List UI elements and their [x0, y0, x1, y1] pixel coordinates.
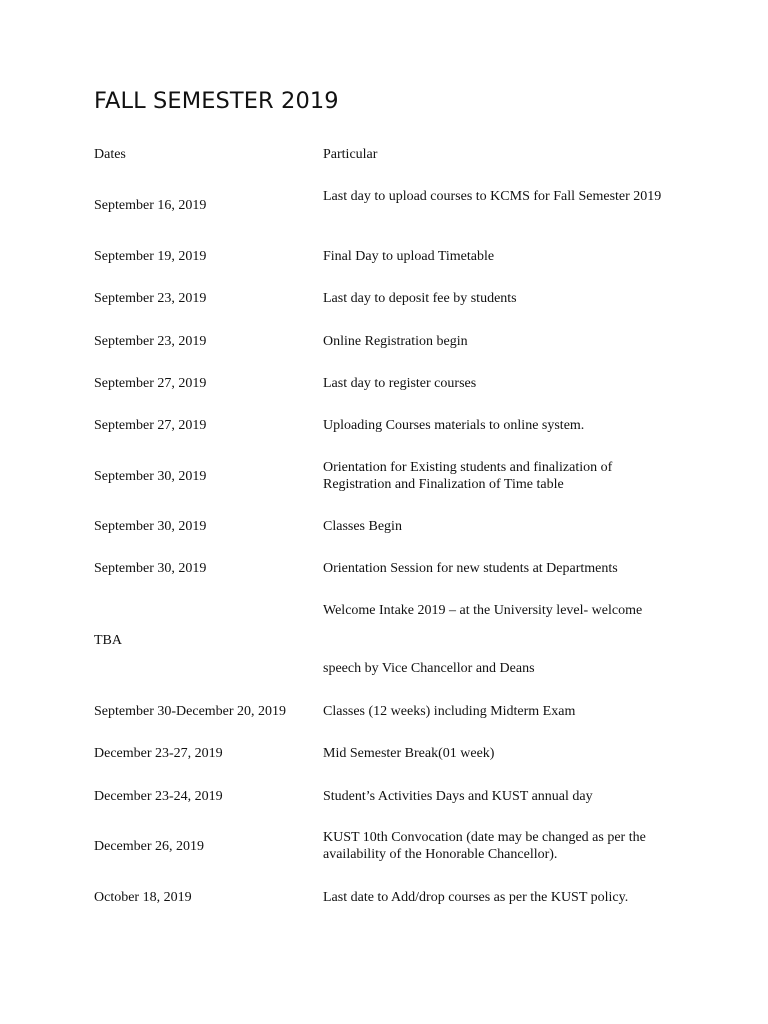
row-particular: Classes Begin: [323, 519, 402, 534]
column-header-dates: Dates: [94, 147, 126, 162]
row-particular: Welcome Intake 2019 – at the University level- welcome: [323, 603, 643, 618]
row-particular: Last day to upload courses to KCMS for Fall Semester 2019: [323, 189, 662, 204]
row-date: September 30-December 20, 2019: [94, 704, 287, 719]
row-date: TBA: [94, 633, 122, 648]
row-date: December 26, 2019: [94, 839, 205, 854]
row-date: September 30, 2019: [94, 519, 207, 534]
row-particular: Last day to register courses: [323, 376, 477, 391]
row-date: September 27, 2019: [94, 418, 207, 433]
row-particular: Mid Semester Break(01 week): [323, 746, 495, 761]
row-date: September 27, 2019: [94, 376, 207, 391]
row-date: September 30, 2019: [94, 469, 207, 484]
row-particular: Orientation for Existing students and finalization of Registration and Finalization of Time table: [323, 460, 613, 492]
row-date: September 19, 2019: [94, 249, 207, 264]
row-date: September 23, 2019: [94, 334, 207, 349]
row-particular: Uploading Courses materials to online system.: [323, 418, 585, 433]
schedule-table: [94, 0, 694, 1024]
row-date: October 18, 2019: [94, 890, 192, 905]
page-title: FALL SEMESTER 2019: [94, 88, 339, 114]
row-date: September 23, 2019: [94, 291, 207, 306]
row-particular: Final Day to upload Timetable: [323, 249, 495, 264]
row-particular: Orientation Session for new students at Departments: [323, 561, 618, 576]
row-particular-continued: speech by Vice Chancellor and Deans: [323, 661, 535, 676]
row-particular: Student’s Activities Days and KUST annual day: [323, 789, 593, 804]
row-date: December 23-24, 2019: [94, 789, 223, 804]
row-particular: Online Registration begin: [323, 334, 468, 349]
row-particular: KUST 10th Convocation (date may be changed as per the availability of the Honorable Chancellor).: [323, 830, 646, 862]
row-date: December 23-27, 2019: [94, 746, 223, 761]
row-date: September 30, 2019: [94, 561, 207, 576]
row-particular: Last day to deposit fee by students: [323, 291, 517, 306]
row-date: September 16, 2019: [94, 198, 207, 213]
row-particular: Last date to Add/drop courses as per the KUST policy.: [323, 890, 629, 905]
row-particular: Classes (12 weeks) including Midterm Exam: [323, 704, 576, 719]
column-header-particular: Particular: [323, 147, 378, 162]
